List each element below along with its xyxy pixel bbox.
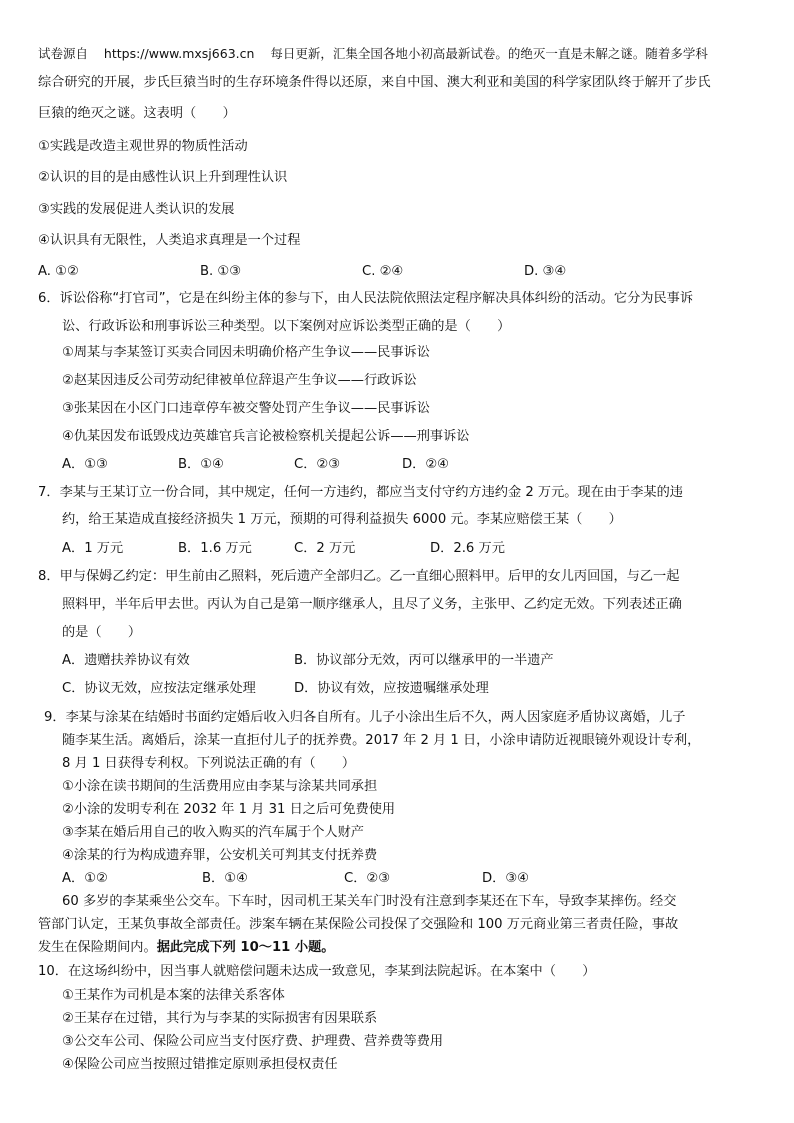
q7-stem-line-2: 约，给王某造成直接经济损失 1 万元，预期的可得利益损失 6000 元。李某应赔偿王某（ ） <box>62 512 622 527</box>
q9-stem-line-3: 8 月 1 日获得专利权。下列说法正确的有（ ） <box>62 756 356 771</box>
q6-item-3: ③张某因在小区门口违章停车被交警处罚产生争议——民事诉讼 <box>62 401 430 416</box>
q5-continuation: 的绝灭一直是未解之谜。随着多学科 <box>507 46 708 61</box>
q8-stem-line-3: 的是（ ） <box>62 625 142 640</box>
q5-item-2: ②认识的目的是由感性认识上升到理性认识 <box>38 170 288 185</box>
q9-option-c[interactable]: C．②③ <box>344 871 391 886</box>
q5-item-1: ①实践是改造主观世界的物质性活动 <box>38 139 248 154</box>
q6-option-c[interactable]: C．②③ <box>294 457 341 472</box>
q10-item-1: ①王某作为司机是本案的法律关系客体 <box>62 988 285 1003</box>
q6-option-d[interactable]: D．②④ <box>402 457 449 472</box>
q9-item-1: ①小涂在读书期间的生活费用应由李某与涂某共同承担 <box>62 779 378 794</box>
q9-option-d[interactable]: D．③④ <box>482 871 529 886</box>
q7-option-a[interactable]: A．1 万元 <box>62 541 124 556</box>
q6-item-2: ②赵某因违反公司劳动纪律被单位辞退产生争议——行政诉讼 <box>62 373 417 388</box>
source-site-name: 试卷源自 <box>38 46 89 61</box>
q7-stem-line-1: 7．李某与王某订立一份合同，其中规定，任何一方违约，都应当支付守约方违约金 2 万元。现在由于李某的违 <box>38 485 683 500</box>
q9-stem-line-2: 随李某生活。离婚后，涂某一直拒付儿子的抚养费。2017 年 2 月 1 日，小涂申请防近视眼镜外观设计专利， <box>62 733 701 748</box>
q9-item-3: ③李某在婚后用自己的收入购买的汽车属于个人财产 <box>62 825 364 840</box>
material-line-2: 管部门认定，王某负事故全部责任。涉案车辆在某保险公司投保了交强险和 100 万元商业第三者责任险，事故 <box>38 917 679 932</box>
q8-stem-line-2: 照料甲，半年后甲去世。丙认为自己是第一顺序继承人，且尽了义务，主张甲、乙约定无效。下列表述正确 <box>62 597 682 612</box>
material-line-1: 60 多岁的李某乘坐公交车。下车时，因司机王某关车门时没有注意到李某还在下车，导致李某摔伤。经交 <box>62 894 677 909</box>
q5-option-d[interactable]: D. ③④ <box>524 264 567 279</box>
material-line-3-text: 发生在保险期间内。 <box>38 940 157 955</box>
q9-stem-line-1: 9．李某与涂某在结婚时书面约定婚后收入归各自所有。儿子小涂出生后不久，两人因家庭矛盾协议离婚，儿子 <box>44 710 686 725</box>
q10-item-4: ④保险公司应当按照过错推定原则承担侵权责任 <box>62 1057 338 1072</box>
material-instruction: 据此完成下列 10～11 小题。 <box>156 940 335 955</box>
q8-stem-line-1: 8．甲与保姆乙约定：甲生前由乙照料，死后遗产全部归乙。乙一直细心照料甲。后甲的女儿丙回国，与乙一起 <box>38 569 680 584</box>
source-slogan: 每日更新，汇集全国各地小初高最新试卷。 <box>270 46 508 61</box>
q6-stem-line-2: 讼、行政诉讼和刑事诉讼三种类型。以下案例对应诉讼类型正确的是（ ） <box>62 319 511 334</box>
q5-item-3: ③实践的发展促进人类认识的发展 <box>38 202 235 217</box>
q6-item-4: ④仇某因发布诋毁戍边英雄官兵言论被检察机关提起公诉——刑事诉讼 <box>62 429 470 444</box>
q5-option-a[interactable]: A. ①② <box>38 264 79 279</box>
q8-option-a[interactable]: A．遗赠扶养协议有效 <box>62 653 190 668</box>
q9-option-b[interactable]: B．①④ <box>202 871 248 886</box>
source-header <box>38 45 708 63</box>
q7-option-d[interactable]: D．2.6 万元 <box>430 541 505 556</box>
q9-item-4: ④涂某的行为构成遗弃罪，公安机关可判其支付抚养费 <box>62 848 378 863</box>
q8-option-c[interactable]: C．协议无效，应按法定继承处理 <box>62 681 256 696</box>
q7-option-c[interactable]: C．2 万元 <box>294 541 356 556</box>
q9-item-2: ②小涂的发明专利在 2032 年 1 月 31 日之后可免费使用 <box>62 802 396 817</box>
q10-item-2: ②王某存在过错，其行为与李某的实际损害有因果联系 <box>62 1011 378 1026</box>
q10-stem: 10．在这场纠纷中，因当事人就赔偿问题未达成一致意见，李某到法院起诉。在本案中（ ） <box>38 964 596 979</box>
q10-item-3: ③公交车公司、保险公司应当支付医疗费、护理费、营养费等费用 <box>62 1034 444 1049</box>
q9-option-a[interactable]: A．①② <box>62 871 108 886</box>
q5-stem-line-1: 综合研究的开展，步氏巨猿当时的生存环境条件得以还原，来自中国、澳大利亚和美国的科学家团队终于解开了步氏 <box>38 75 711 90</box>
q8-option-b[interactable]: B．协议部分无效，丙可以继承甲的一半遗产 <box>294 653 554 668</box>
q8-option-d[interactable]: D．协议有效，应按遗嘱继承处理 <box>294 681 489 696</box>
q5-option-b[interactable]: B. ①③ <box>200 264 242 279</box>
q6-item-1: ①周某与李某签订买卖合同因未明确价格产生争议——民事诉讼 <box>62 345 430 360</box>
q6-stem-line-1: 6．诉讼俗称“打官司”，它是在纠纷主体的参与下，由人民法院依照法定程序解决具体纠纷的活动。它分为民事诉 <box>38 291 694 306</box>
q5-option-c[interactable]: C. ②④ <box>362 264 404 279</box>
material-line-3 <box>38 939 334 957</box>
q5-item-4: ④认识具有无限性，人类追求真理是一个过程 <box>38 233 301 248</box>
source-url[interactable]: https://www.mxsj663.cn <box>103 46 255 61</box>
q5-stem-line-2: 巨猿的绝灭之谜。这表明（ ） <box>38 106 236 121</box>
q7-option-b[interactable]: B．1.6 万元 <box>178 541 252 556</box>
q6-option-a[interactable]: A．①③ <box>62 457 108 472</box>
q6-option-b[interactable]: B．①④ <box>178 457 224 472</box>
